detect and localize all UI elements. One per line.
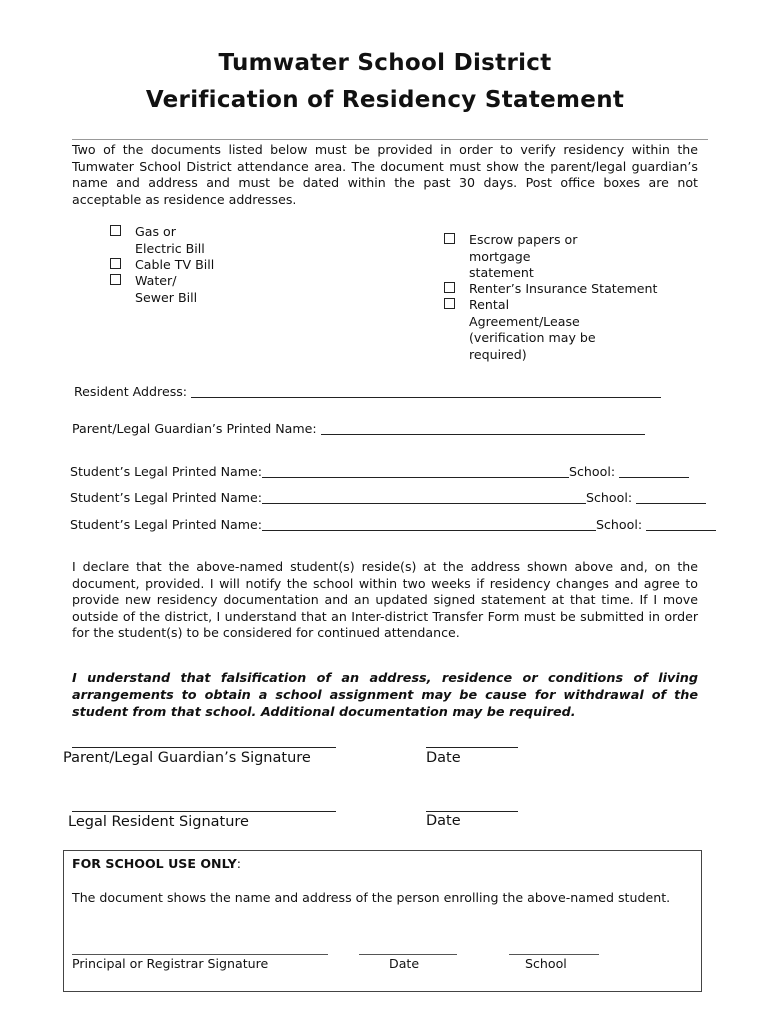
student-name-label: Student’s Legal Printed Name: [70,490,263,505]
guardian-date-line[interactable] [426,747,518,748]
guardian-name-field[interactable] [72,421,645,436]
doc-label: required) [469,346,527,362]
student-name-field-1[interactable] [70,464,689,479]
doc-label: Agreement/Lease [469,313,580,329]
student-name-label: Student’s Legal Printed Name: [70,464,263,479]
resident-signature-line[interactable] [72,811,336,812]
school-date-line[interactable] [359,954,457,955]
doc-label: Sewer Bill [135,289,198,305]
school-label: School: [569,464,616,479]
doc-label: Water/ [135,273,177,288]
doc-label: Escrow papers or [469,232,578,247]
resident-date-line[interactable] [426,811,518,812]
checkbox-icon[interactable] [444,282,455,293]
school-use-text: The document shows the name and address of the person enrolling the above-named student. [72,890,671,905]
doc-label: Renter’s Insurance Statement [469,281,658,296]
student-name-input[interactable] [262,491,586,504]
guardian-name-label: Parent/Legal Guardian’s Printed Name: [72,421,317,436]
checkbox-icon[interactable] [444,298,455,309]
school-use-heading: FOR SCHOOL USE ONLY: [72,856,242,871]
doc-checkbox-escrow[interactable] [444,232,577,282]
student-name-input[interactable] [262,518,596,531]
school-name-line[interactable] [509,954,599,955]
title-divider [72,139,708,140]
principal-signature-line[interactable] [72,954,328,955]
guardian-name-input[interactable] [321,422,645,435]
school-name-label: School [525,956,567,971]
student-name-field-3[interactable] [70,517,716,532]
declaration-paragraph: I declare that the above-named student(s) reside(s) at the address shown above and, on the document, provided. I will notify the school within two weeks if residency changes and agree to provide new residency documentation and an updated signed statement at that time. If I move outside of the district, I understand that an Inter-district Transfer Form must be submitted in order for the student(s) to be considered for continued attendance. [72,559,698,640]
resident-address-label: Resident Address: [74,384,188,399]
doc-checkbox-water-sewer[interactable] [110,273,197,306]
doc-checkbox-rental[interactable] [444,297,596,363]
school-label: School: [596,517,643,532]
doc-label: Electric Bill [135,240,205,256]
student-name-input[interactable] [262,465,569,478]
checkbox-icon[interactable] [110,258,121,269]
school-input[interactable] [636,491,706,504]
school-input[interactable] [619,465,689,478]
doc-checkbox-cable[interactable] [110,257,214,274]
guardian-signature-label: Parent/Legal Guardian’s Signature [63,750,311,766]
doc-checkbox-renters[interactable] [444,281,657,298]
doc-label: Cable TV Bill [135,257,215,272]
doc-checkbox-gas-electric[interactable] [110,224,205,257]
title-district: Tumwater School District [218,50,552,76]
school-label: School: [586,490,633,505]
student-name-field-2[interactable] [70,490,706,505]
school-use-box [63,850,702,992]
principal-signature-label: Principal or Registrar Signature [72,956,269,971]
resident-signature-label: Legal Resident Signature [68,814,249,830]
resident-address-input[interactable] [191,385,661,398]
doc-label: Rental [469,297,510,312]
doc-label: mortgage [469,248,531,264]
school-date-label: Date [389,956,420,971]
falsification-warning: I understand that falsification of an address, residence or conditions of living arrangements to obtain a school assignment may be cause for withdrawal of the student from that school. Additional documentation may be required. [72,671,698,720]
resident-address-field[interactable] [74,384,661,399]
doc-label: Gas or [135,224,176,239]
school-input[interactable] [646,518,716,531]
title-form: Verification of Residency Statement [145,87,625,113]
resident-date-label: Date [426,813,461,829]
student-name-label: Student’s Legal Printed Name: [70,517,263,532]
intro-paragraph: Two of the documents listed below must be provided in order to verify residency within the Tumwater School District attendance area. The document must show the parent/legal guardian’s name and address and must be dated within the past 30 days. Post office boxes are not acceptable as residence addresses. [72,142,698,207]
guardian-date-label: Date [426,750,461,766]
checkbox-icon[interactable] [110,225,121,236]
doc-label: statement [469,265,534,280]
guardian-signature-line[interactable] [72,747,336,748]
checkbox-icon[interactable] [444,233,455,244]
checkbox-icon[interactable] [110,274,121,285]
doc-label: (verification may be [469,330,596,345]
